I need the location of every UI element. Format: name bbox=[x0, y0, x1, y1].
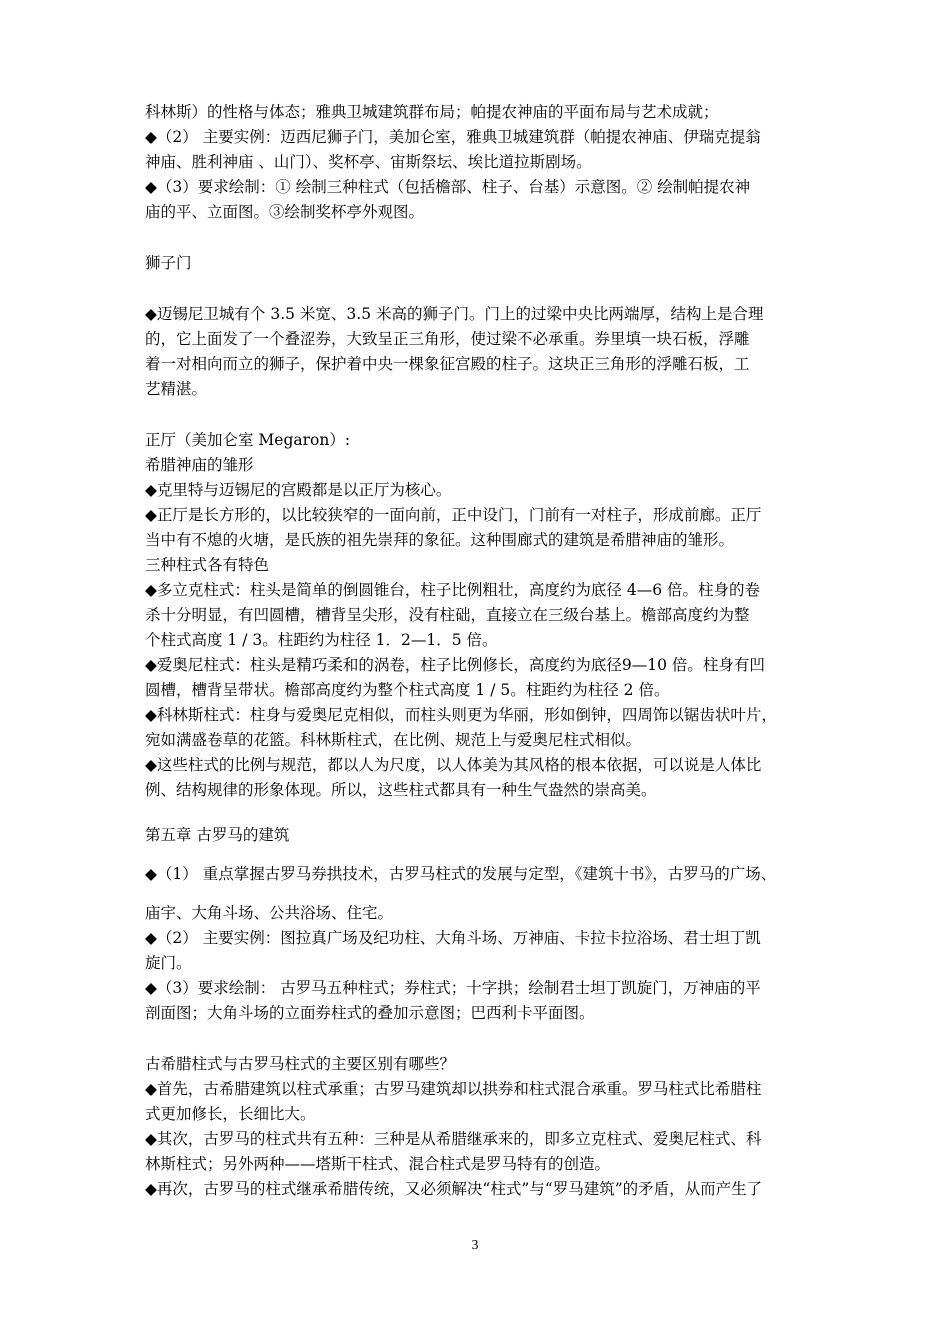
text-line: 希腊神庙的雏形 bbox=[145, 456, 254, 474]
text-line: ◆（2） 主要实例：迈西尼狮子门，美加仑室，雅典卫城建筑群（帕提农神庙、伊瑞克提翁 bbox=[145, 128, 761, 146]
page-content bbox=[145, 100, 813, 1202]
text-line: 林斯柱式；另外两种——塔斯干柱式、混合柱式是罗马特有的创造。 bbox=[145, 1155, 611, 1173]
text-line: ◆（3）要求绘制：① 绘制三种柱式（包括檐部、柱子、台基）示意图。② 绘制帕提农神 bbox=[145, 178, 751, 196]
text-line: 当中有不熄的火塘，是氏族的祖先崇拜的象征。这种围廊式的建筑是希腊神庙的雏形。 bbox=[145, 531, 735, 549]
page-number: 3 bbox=[471, 1238, 479, 1253]
text-line: 杀十分明显，有凹圆槽，槽背呈尖形，没有柱础，直接立在三级台基上。檐部高度约为整 bbox=[145, 606, 750, 624]
text-line: ◆这些柱式的比例与规范，都以人为尺度，以人体美为其风格的根本依据，可以说是人体比 bbox=[145, 756, 762, 774]
text-line: ◆（2） 主要实例：图拉真广场及纪功柱、大角斗场、万神庙、卡拉卡拉浴场、君士坦丁凯 bbox=[145, 929, 761, 947]
text-line: 正厅（美加仑室 Megaron）: bbox=[145, 431, 351, 449]
text-line: 圆槽，槽背呈带状。檐部高度约为整个柱式高度 1 / 5。柱距约为柱径 2 倍。 bbox=[145, 681, 670, 699]
text-line: ◆（3）要求绘制： 古罗马五种柱式；券柱式；十字拱；绘制君士坦丁凯旋门，万神庙的平 bbox=[145, 979, 761, 997]
greek-roman-differences-block bbox=[145, 1052, 813, 1202]
text-line: ◆再次，古罗马的柱式继承希腊传统，又必须解决“柱式”与“罗马建筑”的矛盾，从而产生了 bbox=[145, 1180, 763, 1198]
text-line: 旋门。 bbox=[145, 954, 192, 972]
lion-gate-paragraph bbox=[145, 302, 813, 402]
greek-requirements-block bbox=[145, 100, 813, 225]
text-line: ◆科林斯柱式：柱身与爱奥尼克相似，而柱头则更为华丽，形如倒钟，四周饰以锯齿状叶片， bbox=[145, 706, 777, 724]
text-line: 庙宇、大角斗场、公共浴场、住宅。 bbox=[145, 904, 394, 922]
text-line: ◆其次，古罗马的柱式共有五种：三种是从希腊继承来的，即多立克柱式、爱奥尼柱式、科 bbox=[145, 1130, 762, 1148]
section-heading-lion-gate: 狮子门 bbox=[145, 254, 192, 272]
text-line: 三种柱式各有特色 bbox=[145, 556, 270, 574]
text-line: 式更加修长，长细比大。 bbox=[145, 1105, 316, 1123]
text-line: 剖面图；大角斗场的立面券柱式的叠加示意图；巴西利卡平面图。 bbox=[145, 1004, 595, 1022]
roman-requirements-block bbox=[145, 926, 813, 1026]
chapter5-item1 bbox=[145, 862, 813, 926]
text-line: 例、结构规律的形象体现。所以，这些柱式都具有一种生气盎然的崇高美。 bbox=[145, 781, 657, 799]
text-line: 科林斯）的性格与体态；雅典卫城建筑群布局；帕提农神庙的平面布局与艺术成就； bbox=[145, 103, 719, 121]
text-line: ◆迈锡尼卫城有个 3.5 米宽、3.5 米高的狮子门。门上的过梁中央比两端厚，结构上是合理 bbox=[145, 305, 764, 323]
text-line: ◆克里特与迈锡尼的宫殿都是以正厅为核心。 bbox=[145, 481, 452, 499]
text-line: 的，它上面发了一个叠涩券，大致呈正三角形，使过梁不必承重。券里填一块石板，浮雕 bbox=[145, 330, 750, 348]
text-line: 庙的平、立面图。③绘制奖杯亭外观图。 bbox=[145, 203, 425, 221]
text-line: ◆正厅是长方形的，以比较狭窄的一面向前，正中设门，门前有一对柱子，形成前廊。正厅 bbox=[145, 506, 762, 524]
text-line: ◆爱奥尼柱式：柱头是精巧柔和的涡卷，柱子比例修长，高度约为底径9—10 倍。柱身有凹 bbox=[145, 656, 765, 674]
text-line: ◆（1） 重点掌握古罗马券拱技术，古罗马柱式的发展与定型，《建筑十书》，古罗马的广场、 bbox=[145, 865, 777, 883]
text-line: ◆多立克柱式：柱头是简单的倒圆锥台，柱子比例粗壮，高度约为底径 4—6 倍。柱身的卷 bbox=[145, 581, 761, 599]
text-line: 着一对相向而立的狮子，保护着中央一棵象征宫殿的柱子。这块正三角形的浮雕石板，工 bbox=[145, 355, 750, 373]
megaron-and-orders-block bbox=[145, 428, 813, 803]
text-line: 宛如满盛卷草的花篮。科林斯柱式，在比例、规范上与爱奥尼柱式相似。 bbox=[145, 731, 642, 749]
text-line: 艺精湛。 bbox=[145, 380, 208, 398]
text-line: 个柱式高度 1 / 3。柱距约为柱径 1．2—1．5 倍。 bbox=[145, 631, 498, 649]
text-line: 神庙、胜利神庙 、山门）、奖杯亭、宙斯祭坛、埃比道拉斯剧场。 bbox=[145, 153, 592, 171]
text-line: ◆首先，古希腊建筑以柱式承重；古罗马建筑却以拱券和柱式混合承重。罗马柱式比希腊柱 bbox=[145, 1080, 762, 1098]
text-line: 古希腊柱式与古罗马柱式的主要区别有哪些？ bbox=[145, 1055, 456, 1073]
chapter-title: 第五章 古罗马的建筑 bbox=[145, 826, 290, 844]
